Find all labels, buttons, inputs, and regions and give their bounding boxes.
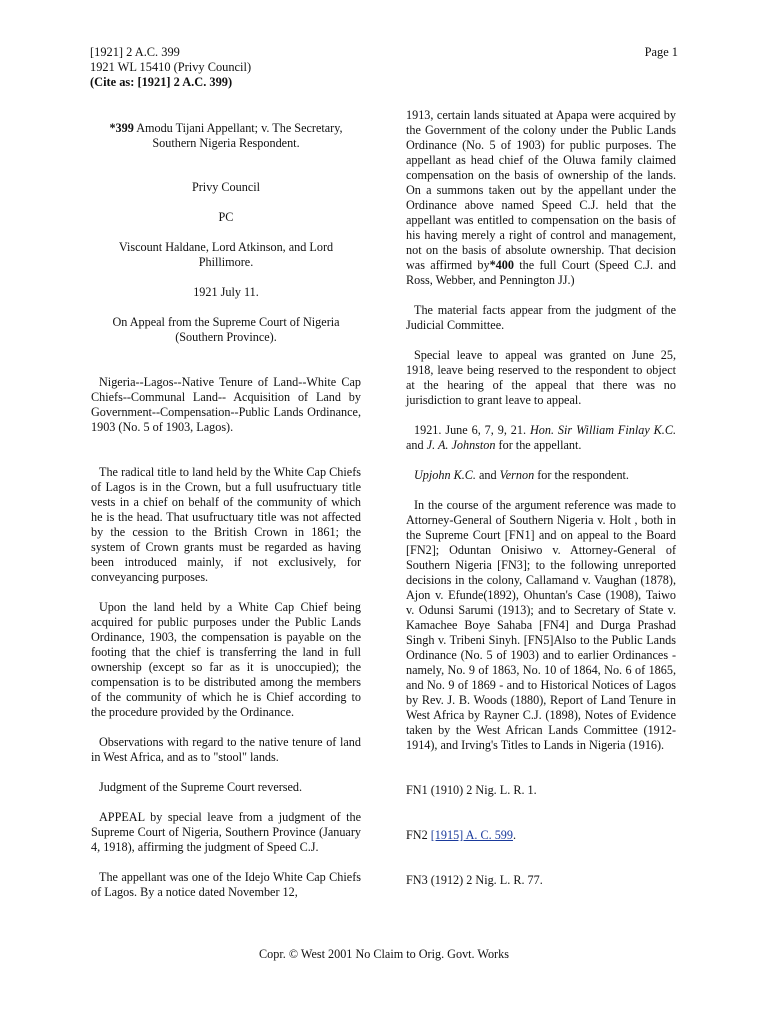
- cite-as: (Cite as: [1921] 2 A.C. 399): [90, 75, 233, 89]
- page-number: Page 1: [644, 45, 678, 59]
- appellant-counsel-para: [406, 423, 676, 453]
- footnote-1: FN1 (1910) 2 Nig. L. R. 1.: [406, 783, 537, 797]
- footnote-2: [406, 828, 676, 843]
- decision-date: 1921 July 11.: [193, 285, 259, 299]
- copyright-footer: Copr. © West 2001 No Claim to Orig. Govt. Works: [259, 947, 509, 961]
- headnote-para-4: Judgment of the Supreme Court reversed.: [99, 780, 303, 794]
- footnote-2-link[interactable]: [1915] A. C. 599: [430, 828, 513, 842]
- and-text-2: and: [475, 468, 500, 482]
- parties-text: Amodu Tijani Appellant; v. The Secretary, Southern Nigeria Respondent.: [136, 121, 343, 150]
- headnote-para-1: The radical title to land held by the White Cap Chiefs of Lagos is in the Crown, but a full usufructuary title vests in a chief on behalf of the community of which he is the head. That usufructuary title was not affected by the cession to the British Crown in 1861; the system of Crown grants must be regarded as having been introduced mainly, if not exclusively, for conveyancing purposes.: [91, 465, 361, 584]
- citation-line-1: [1921] 2 A.C. 399: [90, 45, 180, 59]
- material-facts-para: The material facts appear from the judgment of the Judicial Committee.: [406, 303, 676, 332]
- court-abbr: PC: [218, 210, 234, 224]
- case-parties: [91, 121, 361, 151]
- footnote-2-suffix: .: [513, 828, 517, 842]
- facts-para: The appellant was one of the Idejo White Cap Chiefs of Lagos. By a notice dated November 12,: [91, 870, 361, 899]
- facts-continued: [406, 108, 676, 288]
- counsel-vernon: Vernon: [499, 468, 535, 482]
- footnote-3: FN3 (1912) 2 Nig. L. R. 77.: [406, 873, 543, 887]
- counsel-johnston: J. A. Johnston: [426, 438, 496, 452]
- star-page-399: *399: [109, 121, 134, 135]
- footnote-2-label: FN2: [406, 828, 431, 842]
- facts-continued-end: the full Court (Speed C.J. and Ross, Webber, and Pennington JJ.): [406, 258, 677, 287]
- appeal-para: APPEAL by special leave from a judgment of the Supreme Court of Nigeria, Southern Province (January 4, 1918), affirming the judgment of Speed C.J.: [91, 810, 361, 854]
- and-text: and: [406, 438, 427, 452]
- for-appellant: for the appellant.: [495, 438, 582, 452]
- facts-continued-text: 1913, certain lands situated at Apapa were acquired by the Government of the colony under the Public Lands Ordinance (No. 5 of 1903) for public purposes. The appellant as head chief of the Oluwa family claimed compensation on the basis of ownership of the lands. On a summons taken out by the appellant under the Ordinance above named Speed C.J. held that the appellant was entitled to compensation on the basis of his having merely a right of control and management, not on the basis of absolute ownership. That decision was affirmed by: [406, 108, 676, 272]
- star-page-400: *400: [489, 258, 514, 272]
- headnote-para-3: Observations with regard to the native tenure of land in West Africa, and as to "stool" lands.: [91, 735, 361, 764]
- keywords: Nigeria--Lagos--Native Tenure of Land--White Cap Chiefs--Communal Land-- Acquisition of Land by Government--Compensation--Public Lands Ordinance, 1903 (No. 5 of 1903, Lagos).: [91, 375, 361, 434]
- citation-line-2: 1921 WL 15410 (Privy Council): [90, 60, 252, 74]
- citation-header: [90, 45, 251, 90]
- hearing-dates: 1921. June 6, 7, 9, 21.: [414, 423, 530, 437]
- argument-references-para: In the course of the argument reference was made to Attorney-General of Southern Nigeria v. Holt , both in the Supreme Court [FN1] and on appeal to the Board [FN2]; Oduntan Onisiwo v. Attorney-General of Southern Nigeria [FN3]; to the following unreported decisions in the colony, Callamand v. Vaughan (1878), Ajon v. Efunde(1892), Ohuntan's Case (1908), Taiwo v. Odunsi Sarumi (1913); and to Secretary of State v. Kamachee Boye Sahaba [FN4] and Durga Prashad Singh v. Tribeni Sinyh. [FN5]Also to the Public Lands Ordinance (No. 5 of 1903) and to earlier Ordinances - namely, No. 9 of 1863, No. 10 of 1864, No. 6 of 1865, and No. 9 of 1869 - and to Historical Notices of Lagos by Rev. J. B. Woods (1880), Report of Land Tenure in West Africa by Rayner C.J. (1898), Notes of Evidence taken by the West African Lands Committee (1912-1914), and Irving's Titles to Lands in Nigeria (1916).: [406, 498, 676, 752]
- headnote-para-2: Upon the land held by a White Cap Chief being acquired for public purposes under the Public Lands Ordinance, 1903, the compensation is payable on the footing that the chief is transferring the land in full ownership (except so far as it is unoccupied); the compensation is to be distributed among the members of the community of which he is Chief according to the procedure provided by the Ordinance.: [91, 600, 361, 719]
- left-column: [91, 108, 361, 900]
- on-appeal: On Appeal from the Supreme Court of Nigeria (Southern Province).: [112, 315, 340, 344]
- counsel-upjohn: Upjohn K.C.: [414, 468, 476, 482]
- right-column: [406, 108, 676, 888]
- for-respondent: for the respondent.: [534, 468, 629, 482]
- respondent-counsel-para: [406, 468, 676, 483]
- court-name: Privy Council: [191, 180, 261, 194]
- special-leave-para: Special leave to appeal was granted on June 25, 1918, leave being reserved to the respondent to object at the hearing of the appeal that there was no jurisdiction to grant leave to appeal.: [406, 348, 676, 407]
- counsel-finlay: Hon. Sir William Finlay K.C.: [529, 423, 677, 437]
- judges: Viscount Haldane, Lord Atkinson, and Lord Phillimore.: [118, 240, 334, 269]
